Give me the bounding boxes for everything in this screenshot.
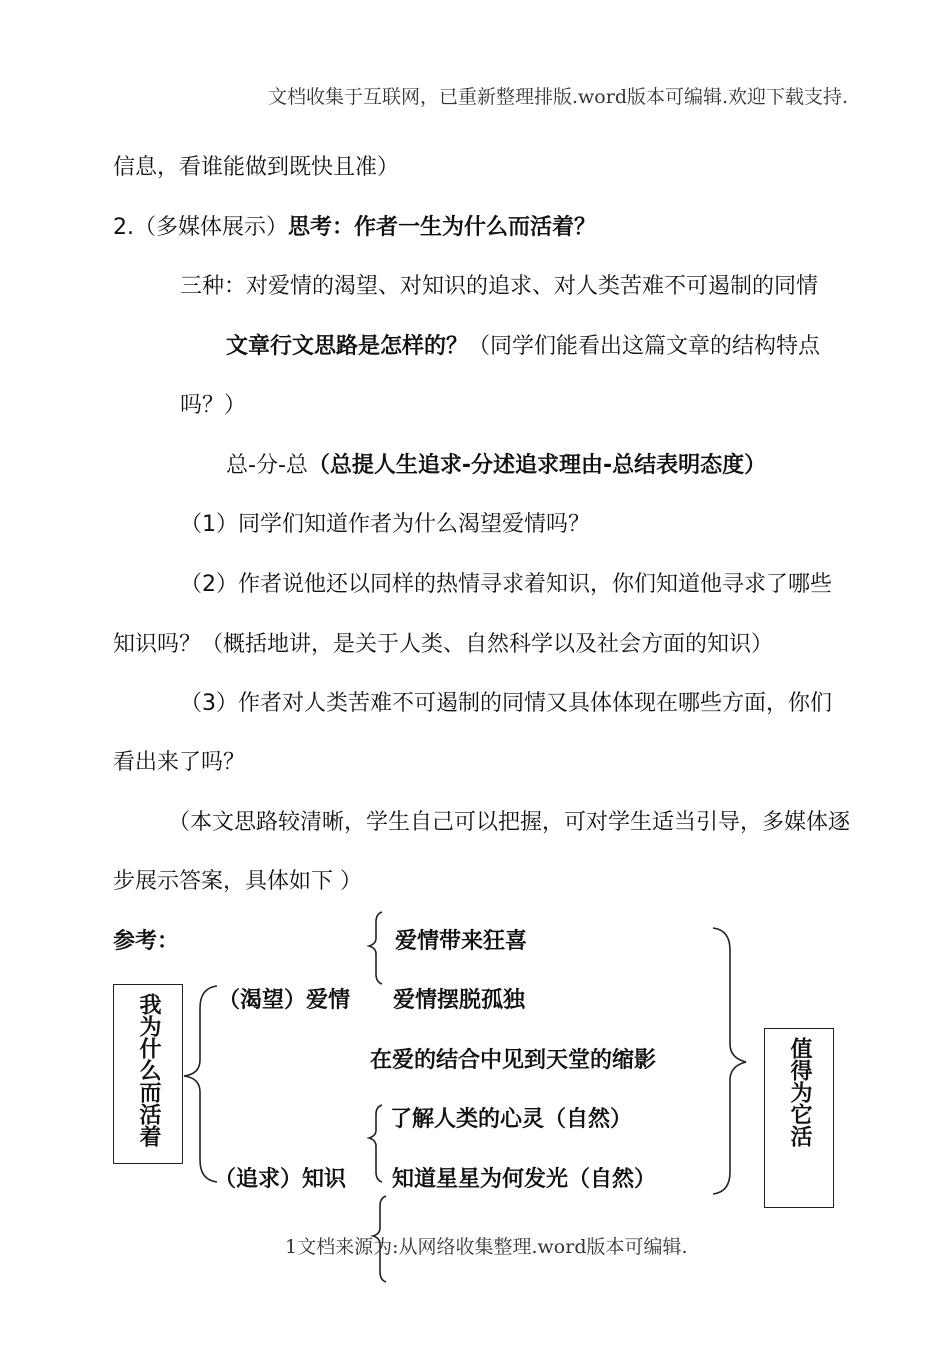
love-item-1: 爱情带来狂喜 [395, 929, 528, 954]
right-box-text: 值得为它活 [787, 1037, 812, 1147]
brace-main-right [713, 928, 746, 1194]
knowledge-item-1: 了解人类的心灵（自然） [390, 1107, 633, 1132]
reference-label: 参考： [113, 929, 180, 954]
question-structure-note: （同学们能看出这篇文章的结构特点 [468, 334, 821, 359]
brace-love [369, 912, 382, 984]
text-line-13: 步展示答案，具体如下 ） [113, 869, 362, 894]
question-structure: 文章行文思路是怎样的？ [226, 334, 469, 359]
love-item-2: 爱情摆脱孤独 [393, 988, 526, 1013]
text-line-5: 吗？） [180, 393, 247, 418]
text-line-10: （3）作者对人类苦难不可遏制的同情又具体体现在哪些方面，你们 [180, 691, 832, 716]
structure-detail: （总提人生追求-分述追求理由-总结表明态度） [307, 453, 767, 478]
branch-love: （渴望）爱情 [218, 988, 351, 1013]
brace-knowledge [369, 1105, 382, 1182]
knowledge-item-2: 知道星星为何发光（自然） [392, 1167, 657, 1192]
text-line-3: 三种：对爱情的渴望、对知识的追求、对人类苦难不可遏制的同情 [180, 274, 819, 299]
page-footer: 1文档来源为:从网络收集整理.word版本可编辑. [285, 1236, 688, 1258]
text-line-8: （2）作者说他还以同样的热情寻求着知识，你们知道他寻求了哪些 [180, 572, 832, 597]
text-line-1: 信息，看谁能做到既快且准） [113, 155, 400, 180]
brace-main-left [184, 986, 217, 1182]
structure-label: 总-分-总 [226, 453, 308, 478]
text-line-12: （本文思路较清晰，学生自己可以把握，可对学生适当引导，多媒体逐 [168, 810, 851, 835]
media-label: 2.（多媒体展示） [113, 215, 288, 240]
page-header: 文档收集于互联网，已重新整理排版.word版本可编辑.欢迎下载支持. [268, 86, 849, 108]
text-line-7: （1）同学们知道作者为什么渴望爱情吗？ [180, 512, 590, 537]
left-box-text: 我为什么而活着 [136, 993, 161, 1147]
love-item-3: 在爱的结合中见到天堂的缩影 [370, 1048, 657, 1073]
question-main: 思考：作者一生为什么而活着？ [288, 215, 597, 240]
branch-knowledge: （追求）知识 [214, 1167, 347, 1192]
text-line-9: 知识吗？（概括地讲，是关于人类、自然科学以及社会方面的知识） [113, 632, 774, 657]
text-line-11: 看出来了吗？ [113, 750, 246, 775]
